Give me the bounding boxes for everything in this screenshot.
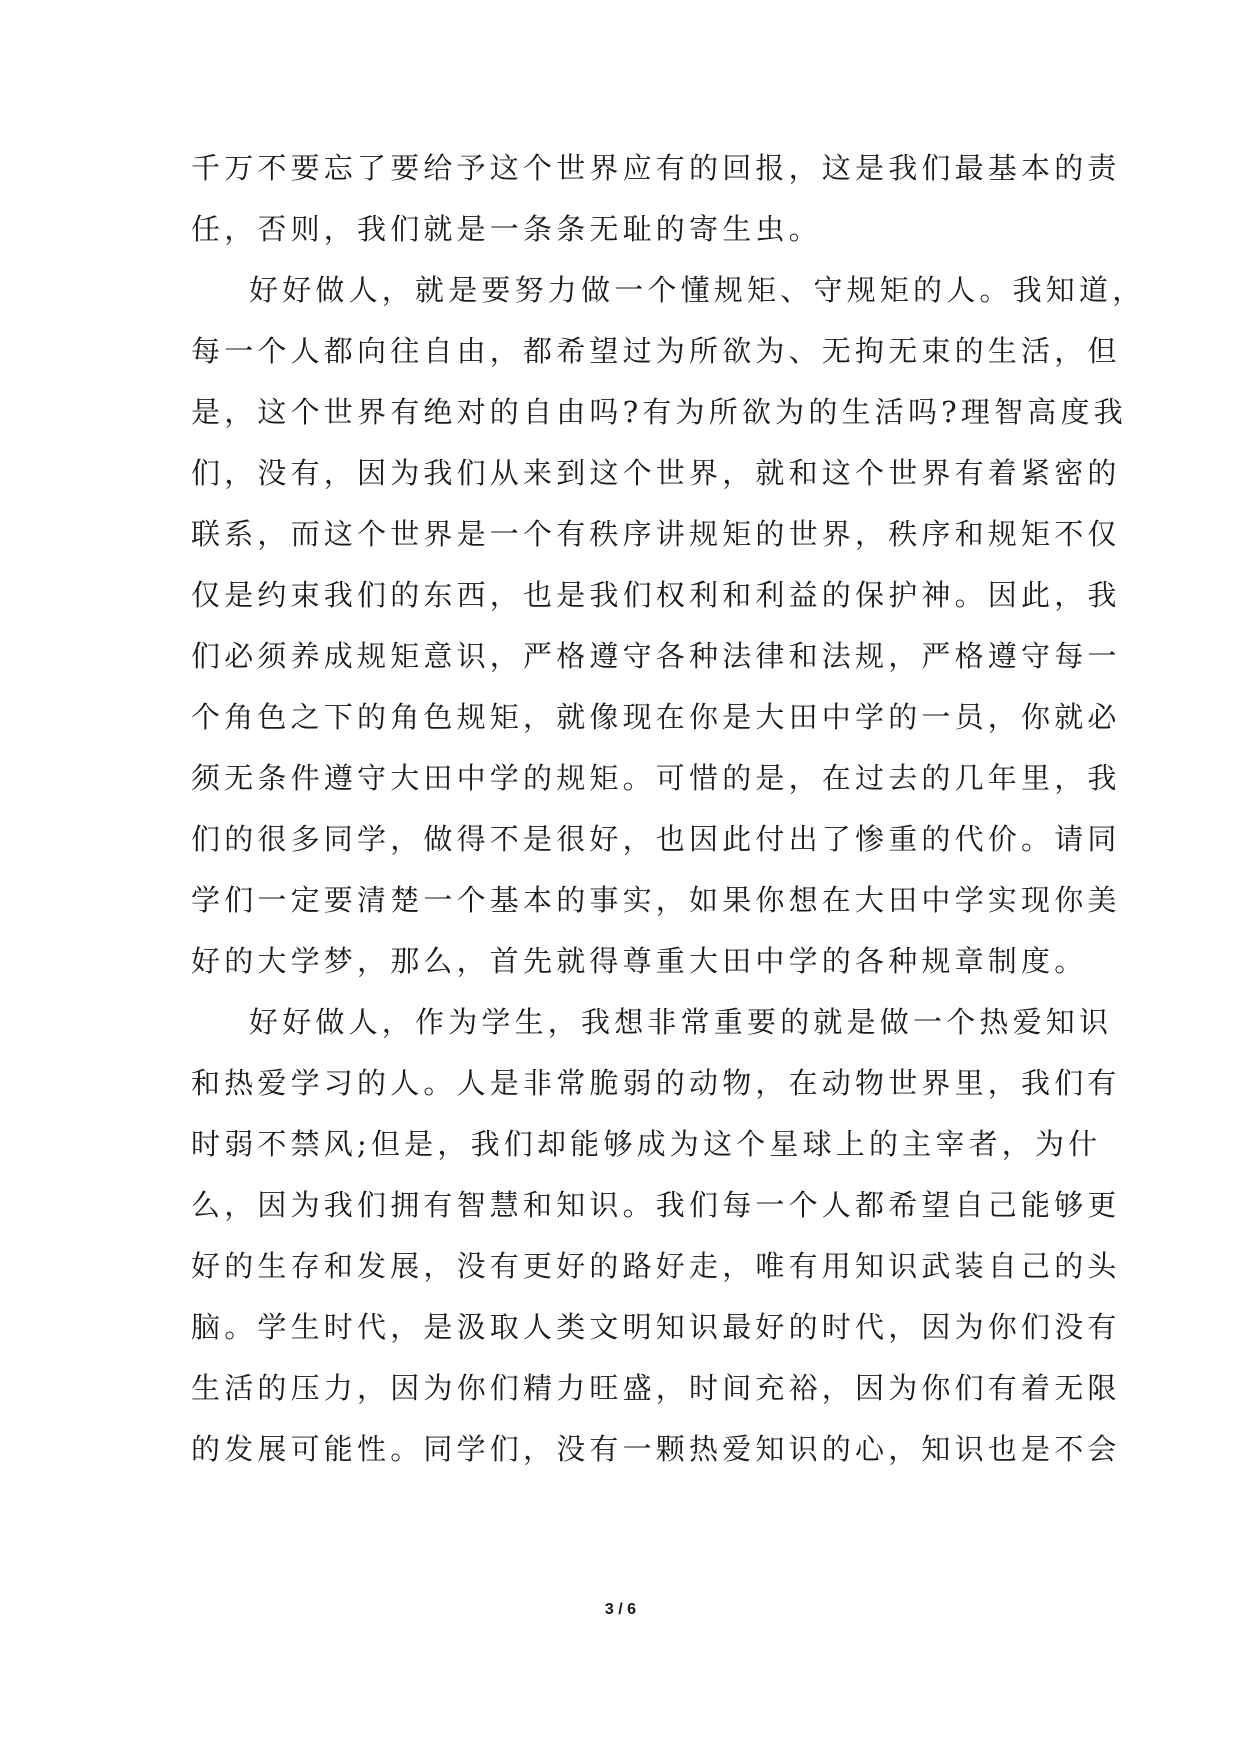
- text-line: 和热爱学习的人。人是非常脆弱的动物，在动物世界里，我们有: [191, 1066, 1121, 1100]
- text-line: 好的大学梦，那么，首先就得尊重大田中学的各种规章制度。: [191, 944, 1088, 978]
- text-line: 须无条件遵守大田中学的规矩。可惜的是，在过去的几年里，我: [191, 761, 1121, 795]
- text-line: 们，没有，因为我们从来到这个世界，就和这个世界有着紧密的: [191, 456, 1121, 490]
- text-line: 联系，而这个世界是一个有秩序讲规矩的世界，秩序和规矩不仅: [191, 517, 1121, 551]
- text-line: 每一个人都向往自由，都希望过为所欲为、无拘无束的生活，但: [191, 334, 1121, 368]
- paragraph-first-line: 好好做人，作为学生，我想非常重要的就是做一个热爱知识: [249, 1005, 1113, 1039]
- page-number: 3 / 6: [604, 1601, 637, 1618]
- text-line: 仅是约束我们的东西，也是我们权利和利益的保护神。因此，我: [191, 578, 1121, 612]
- paragraph-first-line: 好好做人，就是要努力做一个懂规矩、守规矩的人。我知道，: [249, 273, 1146, 307]
- text-line: 是，这个世界有绝对的自由吗?有为所欲为的生活吗?理智高度我: [191, 395, 1127, 429]
- text-line: 生活的压力，因为你们精力旺盛，时间充裕，因为你们有着无限: [191, 1371, 1121, 1405]
- text-line: 时弱不禁风;但是，我们却能够成为这个星球上的主宰者，为什: [191, 1127, 1102, 1161]
- text-line: 们必须养成规矩意识，严格遵守各种法律和法规，严格遵守每一: [191, 639, 1121, 673]
- text-line: 个角色之下的角色规矩，就像现在你是大田中学的一员，你就必: [191, 700, 1121, 734]
- text-line: 学们一定要清楚一个基本的事实，如果你想在大田中学实现你美: [191, 883, 1121, 917]
- text-line: 好的生存和发展，没有更好的路好走，唯有用知识武装自己的头: [191, 1249, 1121, 1283]
- text-line: 们的很多同学，做得不是很好，也因此付出了惨重的代价。请同: [191, 822, 1121, 856]
- text-line: 的发展可能性。同学们，没有一颗热爱知识的心，知识也是不会: [191, 1432, 1121, 1466]
- text-line: 任，否则，我们就是一条条无耻的寄生虫。: [191, 212, 822, 246]
- text-line: 么，因为我们拥有智慧和知识。我们每一个人都希望自己能够更: [191, 1188, 1121, 1222]
- text-line: 脑。学生时代，是汲取人类文明知识最好的时代，因为你们没有: [191, 1310, 1121, 1344]
- text-line: 千万不要忘了要给予这个世界应有的回报，这是我们最基本的责: [191, 151, 1121, 185]
